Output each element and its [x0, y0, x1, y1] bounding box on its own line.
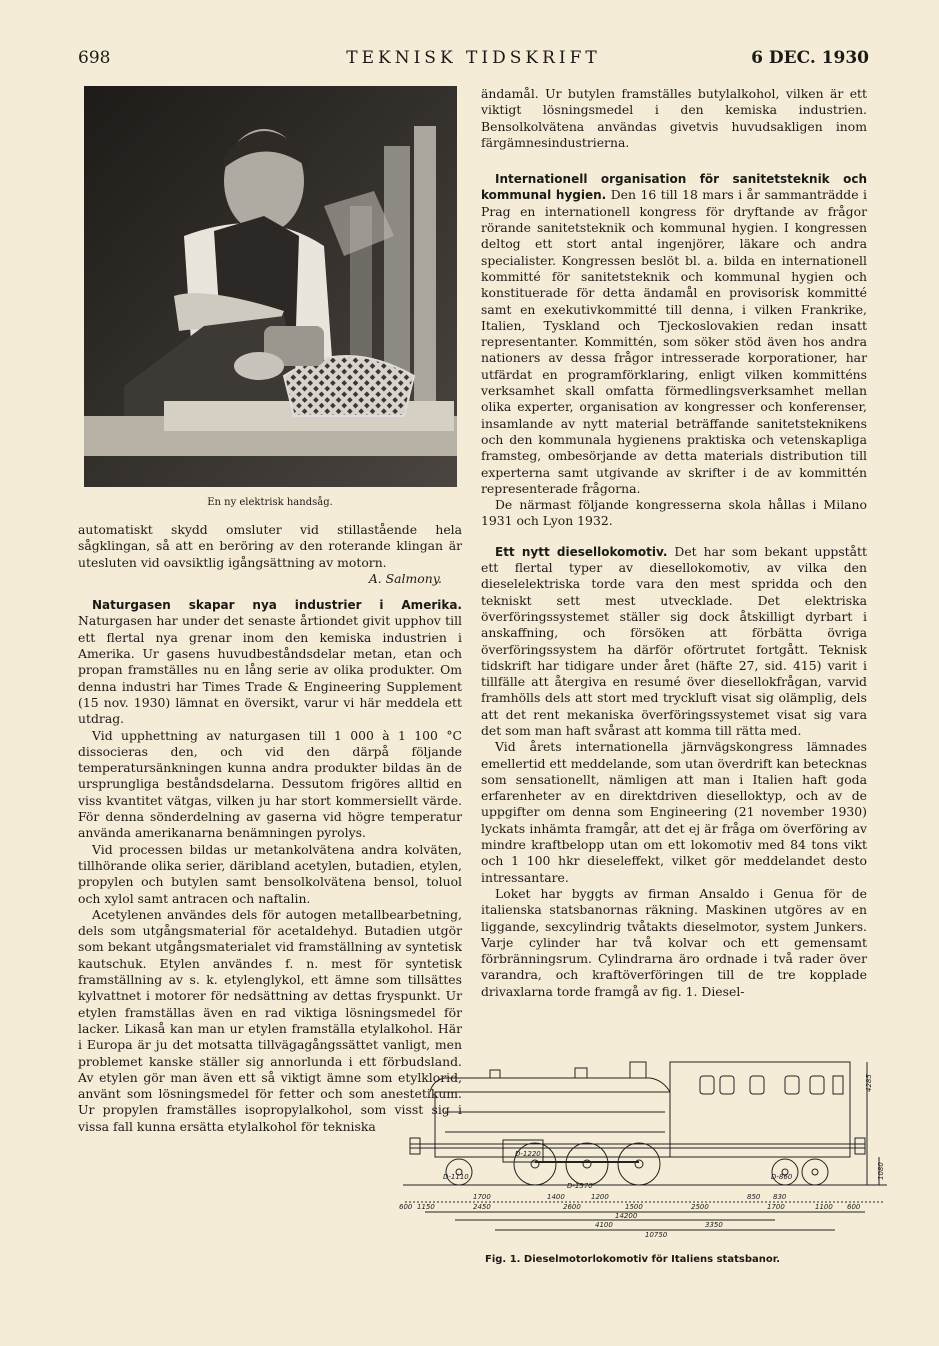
figure-caption: Fig. 1. Dieselmotorlokomotiv för Italiens statsbanor. [485, 1254, 781, 1265]
paragraph: Internationell organisation för sanitetsteknik och kommunal hygien. Den 16 till 18 mars i år sammanträdde i Prag en internationell kongress för dryftande av frågor rörande sanitetsteknik och kommunal hygien. I kongressen deltog ett stort antal ingenjörer, läkare och andra specialister. Kongressen beslöt bl. a. bilda en internationell kommitté för sanitetsteknik och kommunal hygien och konstituerade för detta ändamål en provisorisk kommitté samt en exekutivkommitté till denna, i vilken Frankrike, Italien, Tyskland och Tjeckoslovakien redan insatt representanter. Kommittén, som söker stöd även hos andra nationers av dessa frågor intresserade korporationer, har utfärdat en programförklaring, enligt vilken kommitténs verksamhet skall omfatta förmedlingsverksamhet mellan olika experter, organisation av kongresser och konferenser, insamlande av nytt material beträffande sanitetsteknikens och den kommunala hygienens praktiska och vetenskapliga framsteg, ombesörjande av detta materials distribution till experterna samt utgivande av skrifter i de av kommittén representerade frågorna. [481, 172, 867, 496]
page-header [78, 48, 869, 72]
locomotive-drawing [395, 1052, 895, 1276]
dimension-label: 2500 [691, 1203, 709, 1211]
paragraph: Loket har byggts av firman Ansaldo i Genua för de italienska statsbanornas räkning. Maskinen utgöres av en liggande, sexcylindrig tvåtakts dieselmotor, system Junkers. Varje cylinder har två kolvar och ett gemensamt förbränningsrum. Cylindrarna äro ordnade i två rader över varandra, och kraftöverföringen till de tre kopplade drivaxlarna torde framgå av fig. 1. Diesel- [481, 885, 867, 999]
photo-caption: En ny elektrisk handsåg. [207, 497, 333, 508]
dimension-label: 1700 [473, 1193, 491, 1201]
article-heading: Internationell organisation för sanitetsteknik och kommunal hygien. [481, 172, 867, 203]
dimension-label: 850 [747, 1193, 761, 1201]
handsaw-photo [84, 86, 457, 487]
journal-title: TEKNISK TIDSKRIFT [346, 48, 601, 68]
article-heading: Naturgasen skapar nya industrier i Amerika. [92, 598, 462, 613]
dimension-label: 1500 [625, 1203, 643, 1211]
dimension-label: 1150 [417, 1203, 435, 1211]
dimension-label: 1400 [547, 1193, 565, 1201]
issue-date: 6 DEC. 1930 [751, 48, 869, 68]
right-column [481, 86, 867, 1000]
wheel-diameter-label: D-1370 [567, 1182, 593, 1190]
wheel-diameter-label: D-1110 [443, 1173, 469, 1181]
paragraph: Vid upphettning av naturgasen till 1 000 à 1 100 °C dissocieras den, och vid den därpå följande temperatursänkningen kunna andra produkter bildas än de ursprungliga beståndsdelarna. Dessutom frigöres alltid en viss kvantitet vätgas, vilken ju har stort kommersiellt värde. För denna sönderdelning av gaserna vid högre temperatur använda amerikanarna benämningen pyrolys. [78, 727, 462, 841]
paragraph: ändamål. Ur butylen framställes butylalkohol, vilken är ett viktigt lösningsmedel i den kemiska industrien. Bensolkolvätena användas givetvis huvudsakligen inom färgämnesindustrierna. [481, 86, 867, 150]
author-signature: A. Salmony. [368, 570, 442, 586]
dimension-label: 10750 [645, 1231, 668, 1239]
dimension-label: 2600 [563, 1203, 581, 1211]
paragraph: Acetylenen användes dels för autogen metallbearbetning, dels som utgångsmaterial för acetaldehyd. Butadien utgör som bekant utgångsmaterialet vid framställning av syntetisk kautschuk. Etylen användes f. n. mest för syntetisk framställning av s. k. etylenglykol, ett ämne som tillsättes kylvattnet i motorer för nedsättning av dettas fryspunkt. Ur etylen framställas även en rad viktiga lösningsmedel för lacker. Likaså kan man ur etylen framställa etylalkohol. Här i Europa är ju det motsatta tillvägagångssättet vanligt, men problemet kanske ställer sig annorlunda i ett förbudsland. Av etylen gör man även ett så viktigt ämne som etylklorid, använt som lösningsmedel för fetter och som anestetikum. Ur propylen framställes isopropylalkohol, som visst sig i vissa fall kunna ersätta etylalkohol för tekniska [78, 906, 462, 1134]
paragraph: Vid årets internationella järnvägskongress lämnades emellertid ett meddelande, som utan överdrift kan betecknas som sensationellt, nämligen att man i Italien haft goda erfarenheter av en direktdriven dieselloktyp, och av de uppgifter om denna som Engineering (21 november 1930) lyckats inhämta framgår, att det ej är fråga om överföring av mindre kraftbelopp utan om ett lokomotiv med 84 tons vikt och 1 100 hkr dieseleffekt, vilket gör meddelandet desto intressantare. [481, 739, 867, 885]
dimension-label: 2450 [473, 1203, 491, 1211]
dimension-label: 600 [847, 1203, 861, 1211]
paragraph: Ett nytt diesellokomotiv. Det har som bekant uppstått ett flertal typer av diesellokomotiv, av vilka den dieselelektriska torde vara den mest spridda och den tekniskt sett mest utvecklade. Det elektriska överföringssystemet ställer sig dock åtskilligt dyrbart i anskaffning, och försöken att förbätta övriga överföringssystem ha därför oförtrutet fortgått. Teknisk tidskrift har tidigare under året (häfte 27, sid. 415) varit i tillfälle att återgiva en resumé över diesellokfrågan, varvid framhölls dels att stort med tryckluft visat sig olämplig, dels att det rent mekaniska överföringssystemet visat sig vara det som man haft svårast att komma till rätta med. [481, 543, 867, 738]
dimension-label: 1200 [591, 1193, 609, 1201]
dimension-label: 1700 [767, 1203, 785, 1211]
dimension-label: 1100 [815, 1203, 833, 1211]
page-number: 698 [78, 48, 111, 68]
wheel-diameter-label: D-860 [771, 1173, 793, 1181]
dimension-label: 1080 [877, 1162, 885, 1180]
paragraph: automatiskt skydd omsluter vid stillastående hela sågklingan, så att en beröring av den roterande klingan är utesluten vid oavsiktlig igångsättning av motorn. [78, 522, 462, 570]
wheel-diameter-label: D-1220 [515, 1150, 541, 1158]
left-column [78, 86, 462, 1135]
dimension-label: 4100 [595, 1221, 613, 1229]
dimension-label: 4285 [865, 1074, 873, 1092]
dimension-label: 3350 [705, 1221, 723, 1229]
paragraph: Naturgasen skapar nya industrier i Amerika. Naturgasen har under det senaste årtiondet givit upphov till ett flertal nya grenar inom den kemiska industrien i Amerika. Ur gasens huvudbeståndsdelar metan, etan och propan framställes nu en lång serie av olika produkter. Om denna industri har Times Trade & Engineering Supplement (15 nov. 1930) lämnat en översikt, varur vi här meddela ett utdrag. [78, 598, 462, 727]
paragraph: Vid processen bildas ur metankolvätena andra kolväten, tillhörande olika serier, däribland acetylen, butadien, etylen, propylen och butylen samt bensolkolvätena bensol, toluol och xylol samt antracen och naftalin. [78, 841, 462, 906]
paragraph: De närmast följande kongresserna skola hållas i Milano 1931 och Lyon 1932. [481, 497, 867, 529]
dimension-label: 14200 [615, 1212, 638, 1220]
dimension-label: 600 [399, 1203, 413, 1211]
article-heading: Ett nytt diesellokomotiv. [495, 544, 668, 559]
locomotive-drawing-svg [395, 1052, 895, 1252]
handsaw-photo-illustration [84, 86, 457, 487]
dimension-label: 830 [773, 1193, 787, 1201]
